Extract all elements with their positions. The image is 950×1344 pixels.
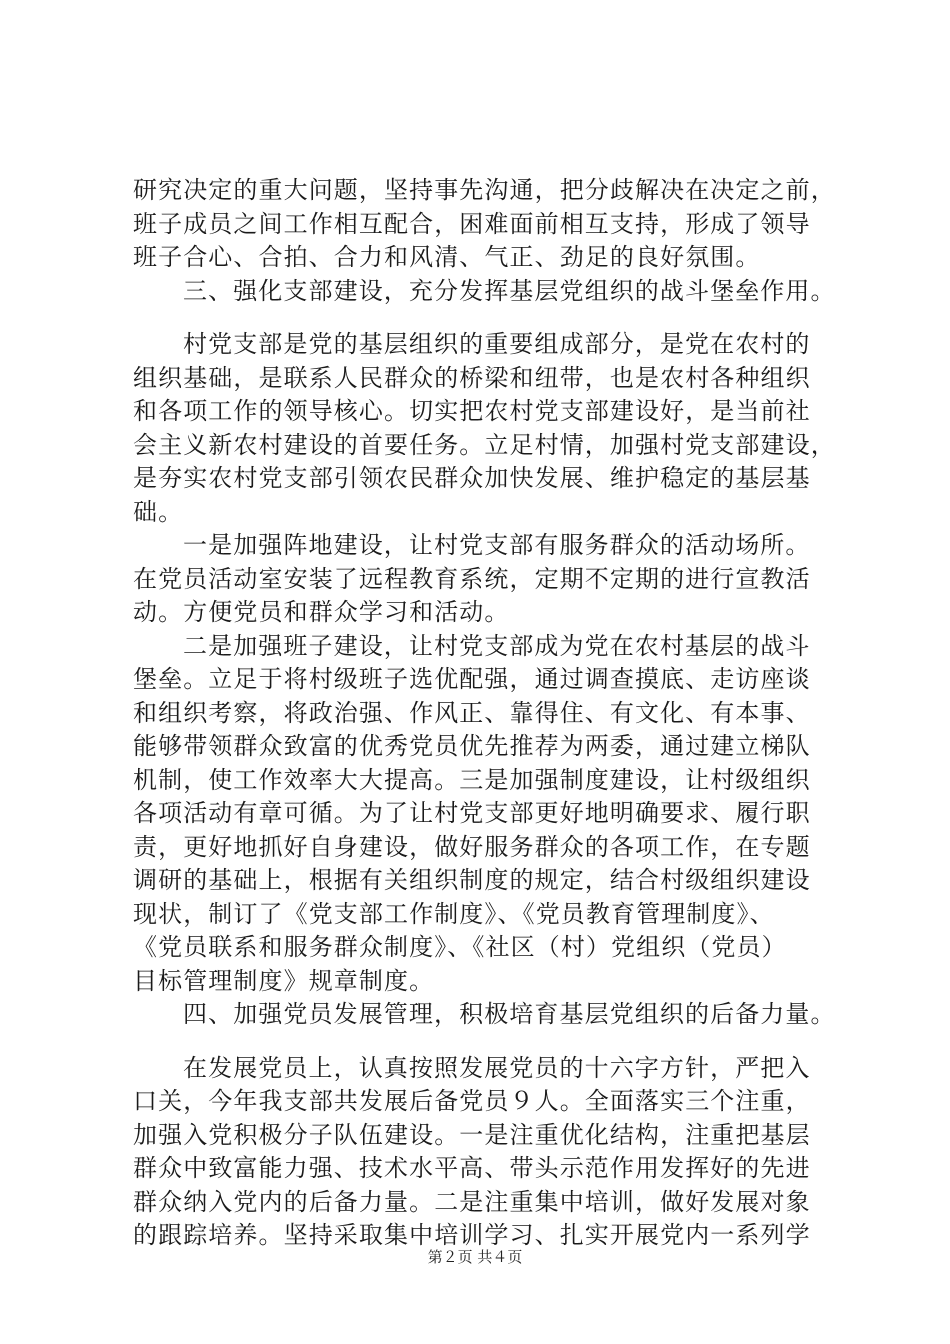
text-line: 机制，使工作效率大大提高。三是加强制度建设，让村级组织: [133, 765, 811, 794]
text-line: 各项活动有章可循。为了让村党支部更好地明确要求、履行职: [133, 799, 811, 827]
text-line: 能够带领群众致富的优秀党员优先推荐为两委，通过建立梯队: [133, 732, 811, 760]
document-body: [133, 174, 836, 1253]
text-line: 现状，制订了《党支部工作制度》、《党员教育管理制度》、: [133, 899, 775, 928]
text-line: 和各项工作的领导核心。切实把农村党支部建设好，是当前社: [133, 397, 811, 425]
paragraph-member-development: [133, 1052, 833, 1253]
text-line: 群众纳入党内的后备力量。二是注重集中培训，做好发展对象: [133, 1187, 811, 1216]
paragraph-branch-intro: [133, 328, 836, 529]
text-line: 一是加强阵地建设，让村党支部有服务群众的活动场所。: [183, 531, 811, 559]
text-line: 目标管理制度》规章制度。: [133, 966, 435, 995]
page-footer: [0, 1246, 950, 1267]
text-line: 班子合心、合拍、合力和风清、气正、劲足的良好氛围。: [133, 243, 761, 271]
text-line: 群众中致富能力强、技术水平高、带头示范作用发挥好的先进: [133, 1154, 811, 1182]
text-line: 责，更好地抓好自身建设，做好服务群众的各项工作，在专题: [133, 832, 811, 861]
text-line: 《党员联系和服务群众制度》、《社区（村）党组织（党员）: [133, 933, 787, 961]
text-line: 堡垒。立足于将村级班子选优配强，通过调查摸底、走访座谈: [133, 665, 811, 693]
text-line: 研究决定的重大问题，坚持事先沟通，把分歧解决在决定之前，: [133, 176, 836, 204]
text-line: 口关，今年我支部共发展后备党员９人。全面落实三个注重，: [133, 1087, 811, 1115]
text-line: 组织基础，是联系人民群众的桥梁和纽带，也是农村各种组织: [133, 363, 811, 392]
section-gap: [133, 1032, 833, 1052]
page-indicator: 第２页 共４页: [427, 1248, 523, 1266]
text-line: 班子成员之间工作相互配合，困难面前相互支持，形成了领导: [133, 209, 811, 238]
text-line: 础。: [133, 497, 184, 526]
text-line: 二是加强班子建设，让村党支部成为党在农村基层的战斗: [183, 631, 811, 660]
section-heading-3: 三、强化支部建设，充分发挥基层党组织的战斗堡垒作用。: [183, 276, 836, 305]
paragraph-team-building: [133, 630, 833, 999]
text-line: 是夯实农村党支部引领农民群众加快发展、维护稳定的基层基: [133, 464, 811, 492]
paragraph-continuation: [133, 174, 836, 275]
paragraph-position-building: [133, 529, 833, 630]
text-line: 加强入党积极分子队伍建设。一是注重优化结构，注重把基层: [133, 1120, 811, 1149]
section-gap: [133, 308, 833, 328]
text-line: 会主义新农村建设的首要任务。立足村情，加强村党支部建设，: [133, 430, 836, 459]
text-line: 在党员活动室安装了远程教育系统，定期不定期的进行宣教活: [133, 564, 811, 593]
section-heading-4: 四、加强党员发展管理，积极培育基层党组织的后备力量。: [183, 1000, 836, 1028]
text-line: 和组织考察，将政治强、作风正、靠得住、有文化、有本事、: [133, 698, 811, 727]
text-line: 动。方便党员和群众学习和活动。: [133, 598, 510, 626]
text-line: 在发展党员上，认真按照发展党员的十六字方针，严把入: [183, 1053, 811, 1082]
text-line: 调研的基础上，根据有关组织制度的规定，结合村级组织建设: [133, 866, 811, 894]
text-line: 的跟踪培养。坚持采取集中培训学习、扎实开展党内一系列学: [133, 1221, 811, 1249]
text-line: 村党支部是党的基层组织的重要组成部分，是党在农村的: [183, 330, 811, 358]
